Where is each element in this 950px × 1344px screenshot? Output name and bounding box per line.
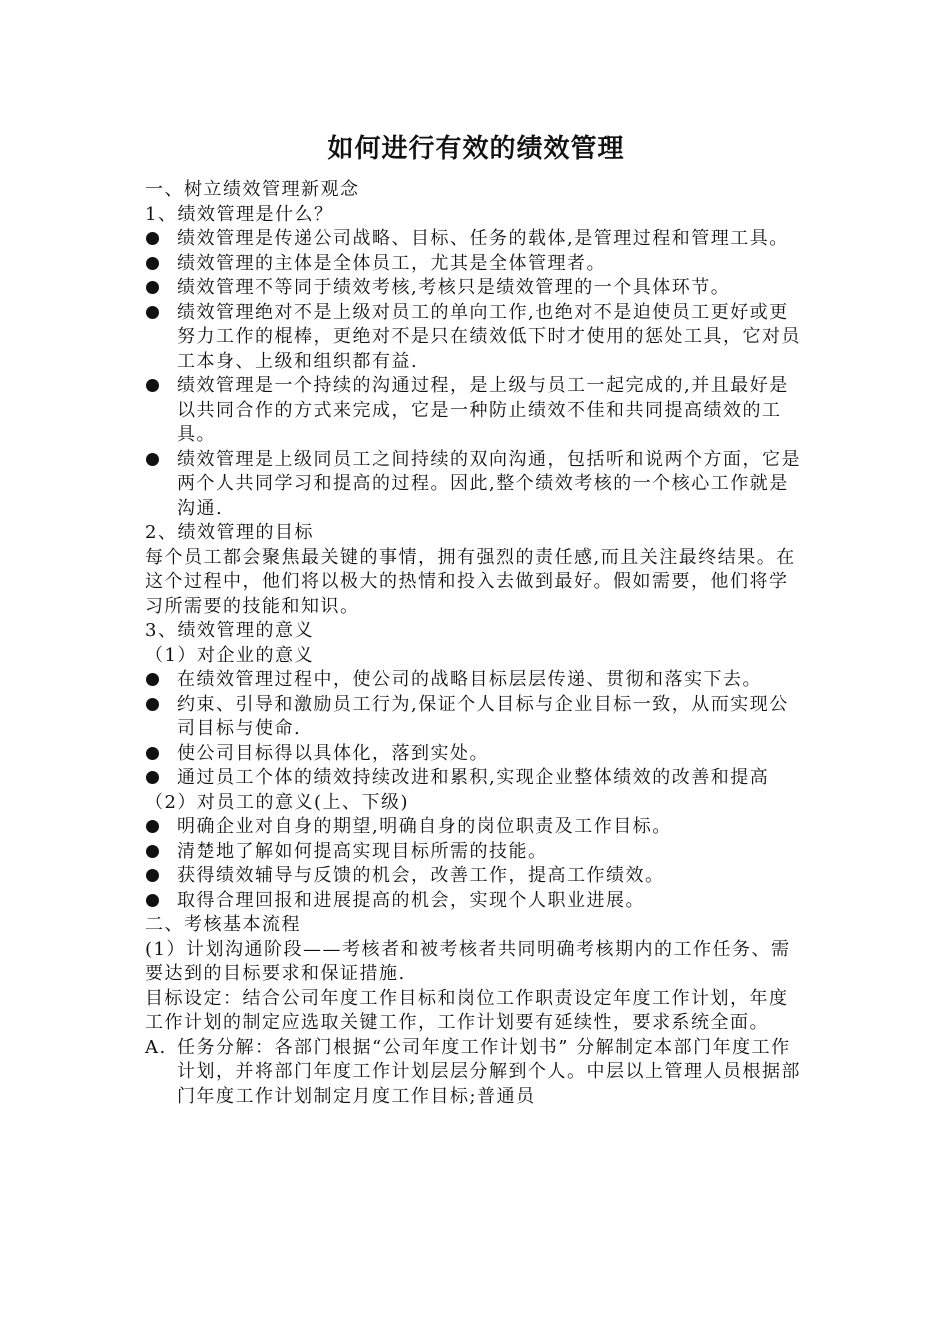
subsection-3-1-heading: （1）对企业的意义 bbox=[145, 644, 314, 666]
bullet-dot-icon bbox=[146, 257, 159, 270]
section-1-heading: 一、树立绩效管理新观念 bbox=[145, 179, 360, 200]
bullet-dot-icon bbox=[146, 845, 159, 858]
bullet-dot-icon bbox=[146, 820, 159, 833]
document-title: 如何进行有效的绩效管理 bbox=[327, 134, 625, 164]
subsection-1-heading: 1、绩效管理是什么？ bbox=[145, 203, 334, 225]
bullet-dot-icon bbox=[146, 306, 159, 319]
bullet-dot-icon bbox=[146, 771, 159, 784]
bullet-dot-icon bbox=[146, 232, 159, 245]
section-2-heading: 二、考核基本流程 bbox=[145, 914, 301, 935]
bullet-dot-icon bbox=[146, 379, 159, 392]
bullet-item: 绩效管理是传递公司战略、目标、任务的载体,是管理过程和管理工具。 bbox=[145, 227, 807, 252]
bullet-dot-icon bbox=[146, 747, 159, 760]
bullet-item: 约束、引导和激励员工行为,保证个人目标与企业目标一致，从而实现公司目标与使命. bbox=[145, 693, 807, 742]
bullet-item: 清楚地了解如何提高实现目标所需的技能。 bbox=[145, 840, 807, 865]
bullet-item: 绩效管理是一个持续的沟通过程，是上级与员工一起完成的,并且最好是以共同合作的方式来完成，它是一种防止绩效不佳和共同提高绩效的工具。 bbox=[145, 374, 807, 448]
subsection-3-2-heading: （2）对员工的意义(上、下级) bbox=[145, 791, 409, 813]
bullet-item: 通过员工个体的绩效持续改进和累积,实现企业整体绩效的改善和提高 bbox=[145, 766, 807, 791]
item-marker: A. bbox=[145, 1036, 167, 1058]
bullet-dot-icon bbox=[146, 673, 159, 686]
bullet-item: 绩效管理不等同于绩效考核,考核只是绩效管理的一个具体环节。 bbox=[145, 276, 807, 301]
subsection-2-paragraph: 每个员工都会聚焦最关键的事情，拥有强烈的责任感,而且关注最终结果。在这个过程中，他们将以极大的热情和投入去做到最好。假如需要，他们将学习所需要的技能和知识。 bbox=[145, 546, 796, 617]
bullet-dot-icon bbox=[146, 453, 159, 466]
document-body bbox=[145, 132, 807, 1109]
subsection-3-heading: 3、绩效管理的意义 bbox=[145, 620, 314, 641]
bullet-item: 使公司目标得以具体化，落到实处。 bbox=[145, 742, 807, 767]
bullet-dot-icon bbox=[146, 869, 159, 882]
section-2-paragraph-2: 目标设定：结合公司年度工作目标和岗位工作职责设定年度工作计划，年度工作计划的制定应选取关键工作，工作计划要有延续性，要求系统全面。 bbox=[145, 987, 789, 1033]
bullet-item: 明确企业对自身的期望,明确自身的岗位职责及工作目标。 bbox=[145, 815, 807, 840]
subsection-2-heading: 2、绩效管理的目标 bbox=[145, 522, 314, 543]
bullet-item: 绩效管理绝对不是上级对员工的单向工作,也绝对不是迫使员工更好或更努力工作的棍棒，更绝对不是只在绩效低下时才使用的惩处工具，它对员工本身、上级和组织都有益. bbox=[145, 301, 807, 375]
bullet-item: 绩效管理是上级同员工之间持续的双向沟通，包括听和说两个方面，它是两个人共同学习和提高的过程。因此,整个绩效考核的一个核心工作就是沟通. bbox=[145, 448, 807, 522]
bullet-item: 绩效管理的主体是全体员工，尤其是全体管理者。 bbox=[145, 252, 807, 277]
bullet-item: 取得合理回报和进展提高的机会，实现个人职业进展。 bbox=[145, 889, 807, 914]
lettered-item-a bbox=[145, 1036, 807, 1110]
bullet-dot-icon bbox=[146, 281, 159, 294]
bullet-item: 获得绩效辅导与反馈的机会，改善工作，提高工作绩效。 bbox=[145, 864, 807, 889]
bullet-dot-icon bbox=[146, 894, 159, 907]
section-2-paragraph-1: (1）计划沟通阶段——考核者和被考核者共同明确考核期内的工作任务、需要达到的目标要求和保证措施. bbox=[145, 938, 791, 984]
item-text: 任务分解：各部门根据“公司年度工作计划书” 分解制定本部门年度工作计划，并将部门年度工作计划层层分解到个人。中层以上管理人员根据部门年度工作计划制定月度工作目标;普通员 bbox=[177, 1036, 801, 1107]
bullet-item: 在绩效管理过程中，使公司的战略目标层层传递、贯彻和落实下去。 bbox=[145, 668, 807, 693]
bullet-dot-icon bbox=[146, 698, 159, 711]
